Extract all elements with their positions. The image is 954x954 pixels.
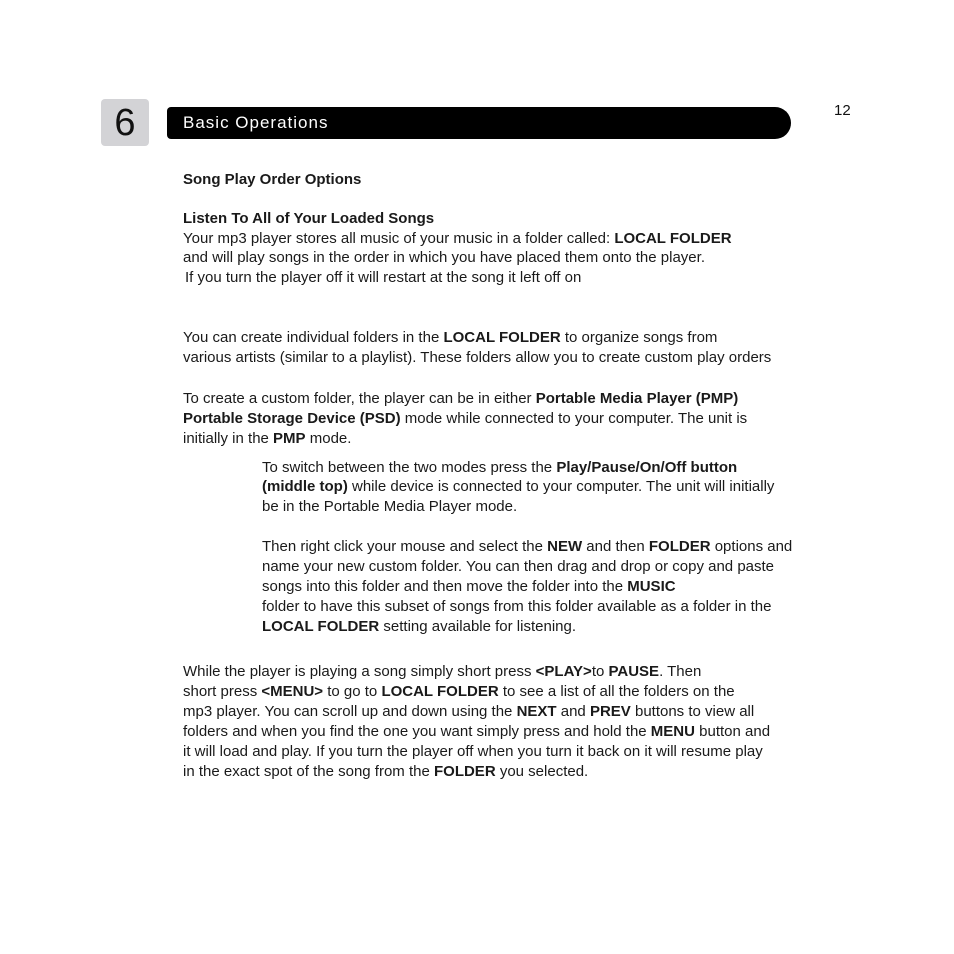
paragraph-6-line-4: folders and when you find the one you want simply press and hold the MENU button and [183,723,771,740]
paragraph-1-line-3: If you turn the player off it will restart at the song it left off on [185,269,582,286]
paragraph-6-line-3: mp3 player. You can scroll up and down using the NEXT and PREV buttons to view all [183,703,755,720]
heading: Song Play Order Options [183,171,362,188]
chapter-number: 6 [114,101,136,144]
paragraph-6-line-1: While the player is playing a song simply short press <PLAY>to PAUSE. Then [183,663,702,680]
paragraph-6-line-2: short press <MENU> to go to LOCAL FOLDER to see a list of all the folders on the [183,683,735,700]
chapter-number-badge [101,99,149,146]
section-title: Basic Operations [183,113,329,132]
section-header-bar [167,107,791,139]
paragraph-5-line-4: folder to have this subset of songs from this folder available as a folder in the [262,598,772,615]
paragraph-1-line-2: and will play songs in the order in which you have placed them onto the player. [183,249,705,266]
paragraph-5-line-2: name your new custom folder. You can then drag and drop or copy and paste [262,558,775,575]
paragraph-5-line-1: Then right click your mouse and select the NEW and then FOLDER options and [262,538,793,555]
page-number: 12 [834,102,851,119]
subheading: Listen To All of Your Loaded Songs [183,210,435,227]
paragraph-1-line-1: Your mp3 player stores all music of your music in a folder called: LOCAL FOLDER [183,230,732,247]
paragraph-3-line-3: initially in the PMP mode. [183,430,352,447]
paragraph-4-line-1: To switch between the two modes press the Play/Pause/On/Off button [262,459,738,476]
paragraph-6-line-5: it will load and play. If you turn the player off when you turn it back on it will resume play [183,743,763,760]
paragraph-5-line-5: LOCAL FOLDER setting available for listening. [262,618,576,635]
paragraph-6-line-6: in the exact spot of the song from the FOLDER you selected. [183,763,589,780]
paragraph-4-line-2: (middle top) while device is connected to your computer. The unit will initially [262,478,775,495]
paragraph-5-line-3: songs into this folder and then move the folder into the MUSIC [262,578,676,595]
paragraph-2-line-2: various artists (similar to a playlist). These folders allow you to create custom play orders [183,349,772,366]
paragraph-2-line-1: You can create individual folders in the LOCAL FOLDER to organize songs from [183,329,718,346]
paragraph-4-line-3: be in the Portable Media Player mode. [262,498,518,515]
paragraph-3-line-2: Portable Storage Device (PSD) mode while connected to your computer. The unit is [183,410,748,427]
paragraph-3-line-1: To create a custom folder, the player can be in either Portable Media Player (PMP) [183,390,739,407]
